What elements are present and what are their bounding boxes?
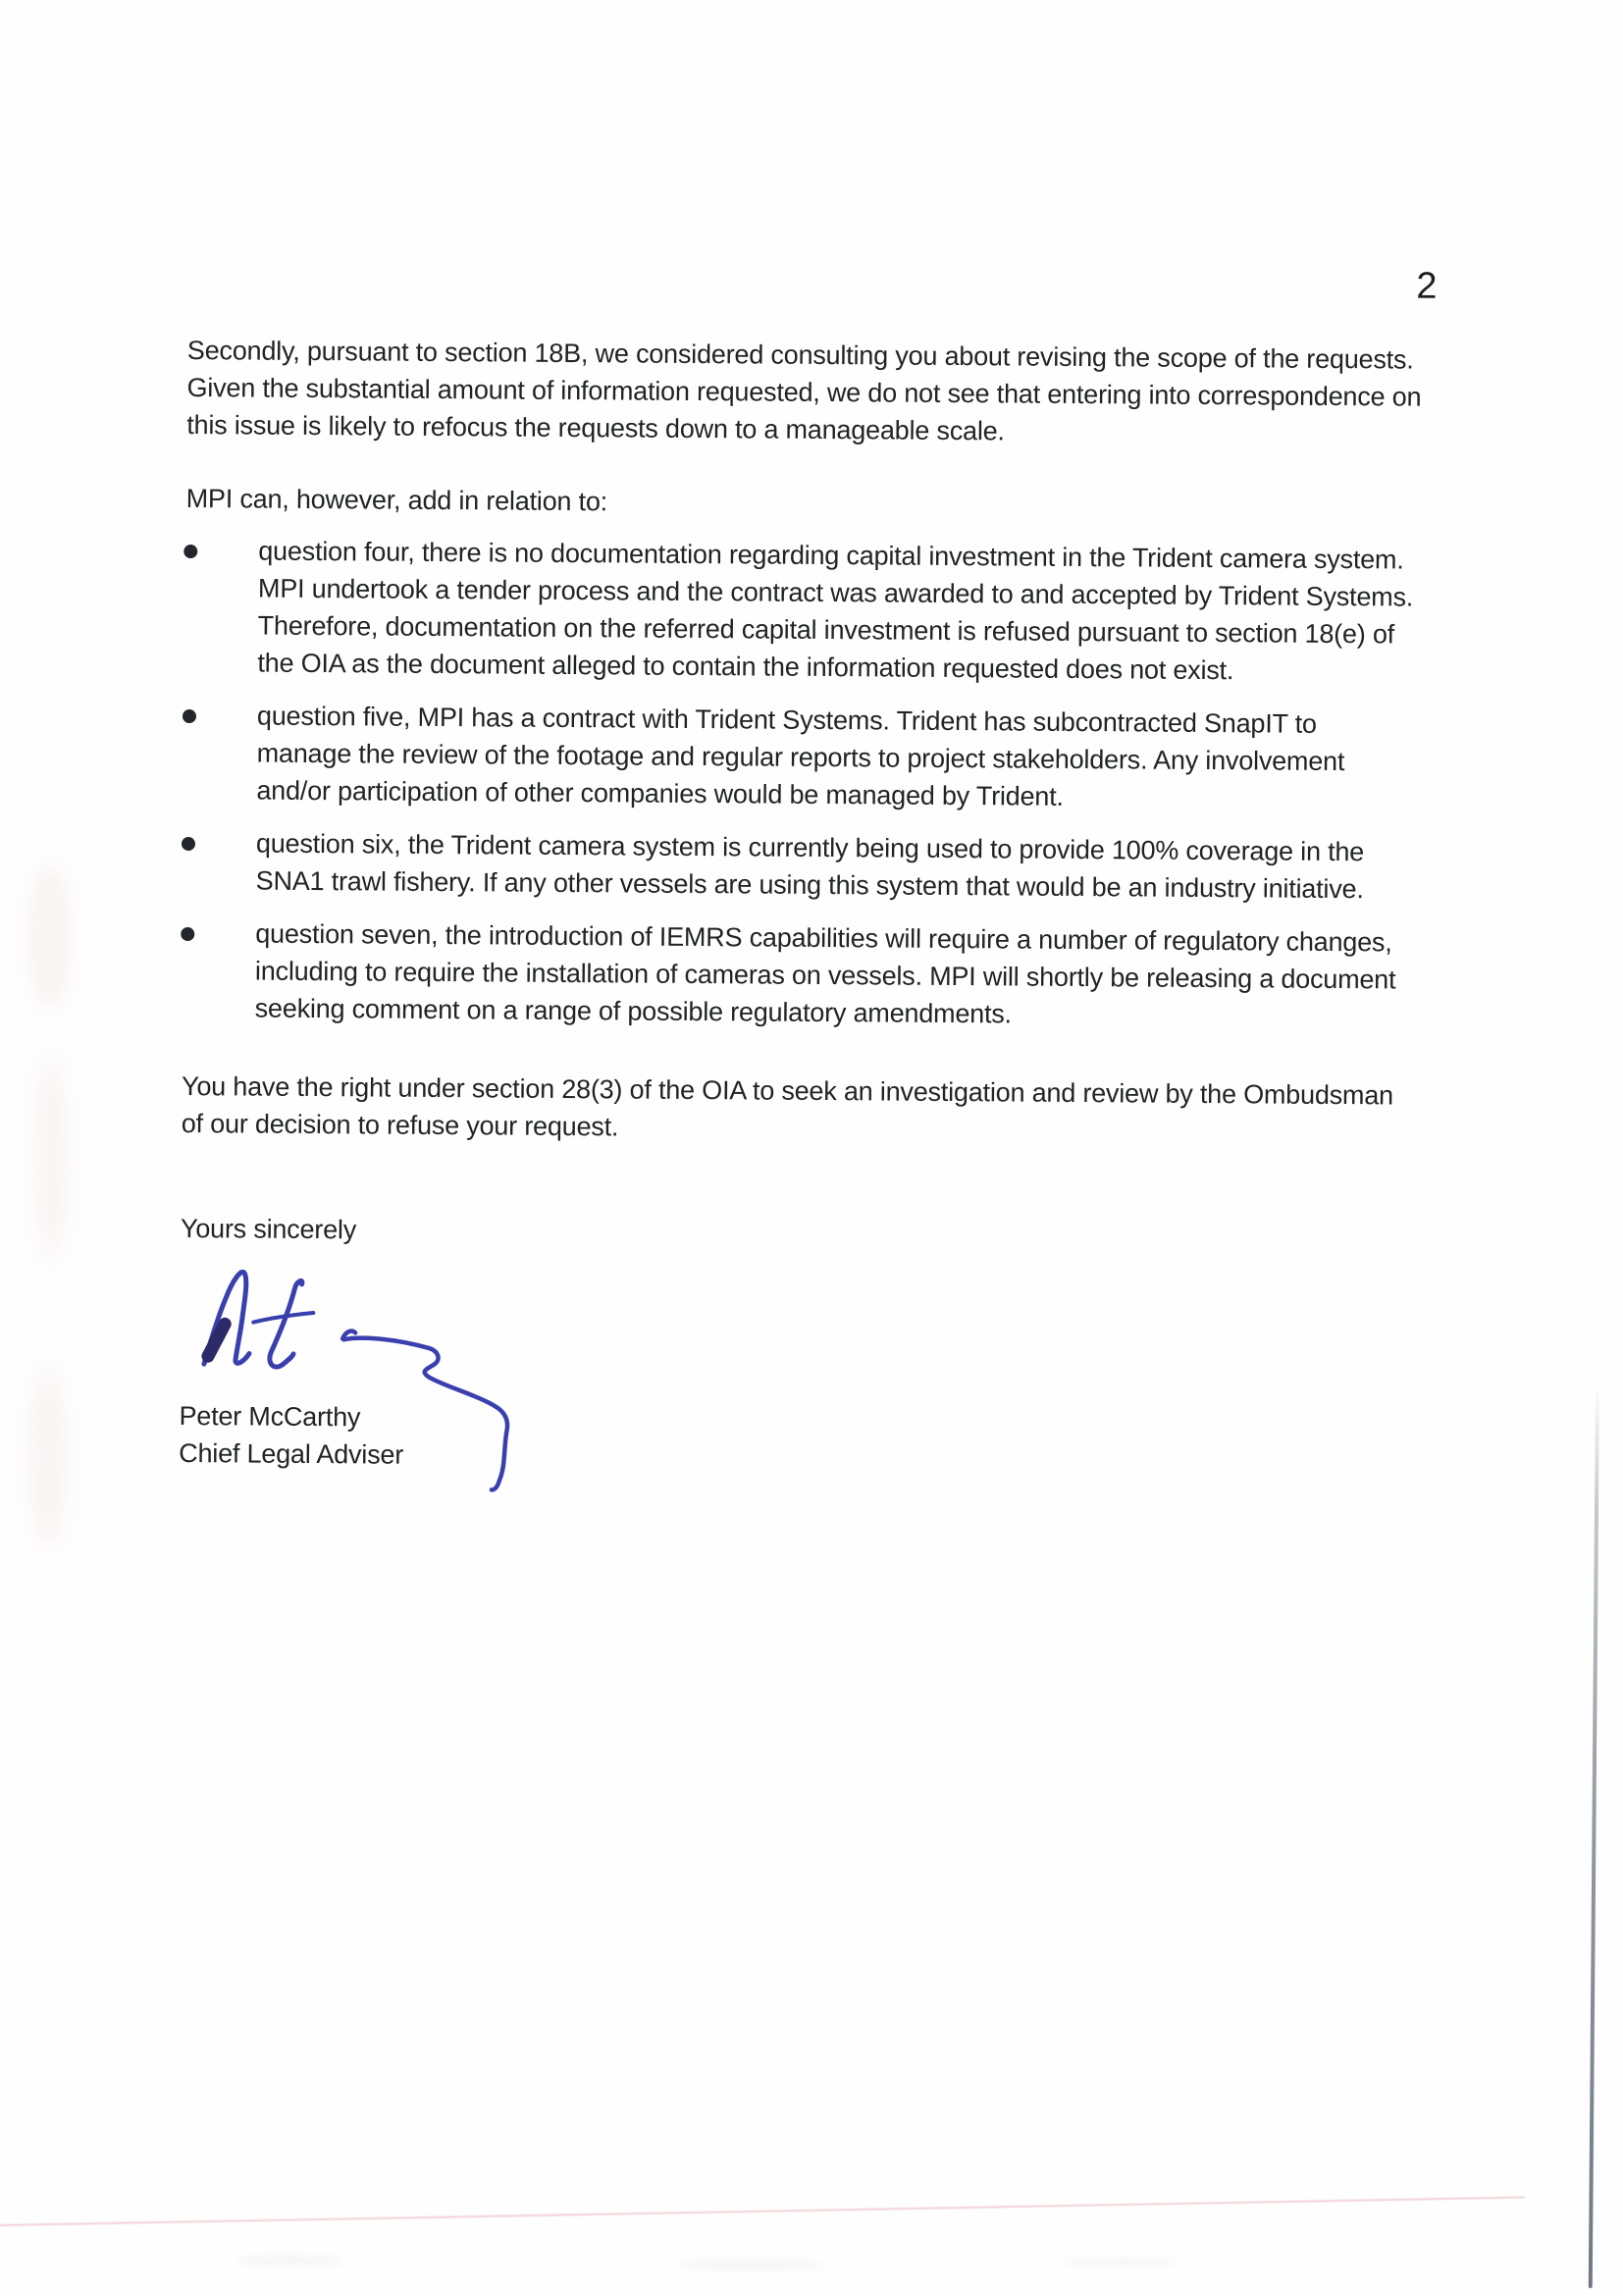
bullet-text: question five, MPI has a contract with Trident Systems. Trident has subcontracted SnapIT to manage the review of the footage and regular reports to project stakeholders. Any involvement and/or participation of other companies would be managed by Trident. [256,701,1345,811]
scan-edge-shadow [1589,1385,1599,2288]
bullet-item-question-six [183,824,1480,909]
bullet-text: question six, the Trident camera system is currently being used to provide 100% coverage in the SNA1 trawl fishery. If any other vessels are using this system that would be an industry initiative. [255,828,1365,905]
scan-smudge [236,2257,343,2265]
signatory-name: Peter McCarthy [179,1400,361,1433]
bullet-text: question four, there is no documentation regarding capital investment in the Trident camera system. MPI undertook a tender process and the contract was awarded to and accepted by Trident Systems. Therefore, documentation on the referred capital investment is refused pursuant to section 18(e) of the OIA as the document alleged to contain the information requested does not exist. [257,536,1414,686]
page-number: 2 [1416,265,1438,307]
paragraph-intro: Secondly, pursuant to section 18B, we considered consulting you about revising the scope of the requests. Given the substantial amount of information requested, we do not see that entering into correspondence on this issue is likely to refocus the requests down to a manageable scale. [186,335,1422,446]
bullet-dot-icon [183,709,196,723]
bullet-dot-icon [181,927,194,941]
bullet-item-question-five [183,697,1480,818]
bullet-dot-icon [183,545,197,558]
bullet-item-question-four [184,532,1481,691]
bullet-item-question-seven [183,914,1479,1036]
scan-smudge [33,1050,69,1266]
signature-block [179,1397,1475,1482]
paragraph-lead-in: MPI can, however, add in relation to: [185,483,608,517]
bullet-dot-icon [182,837,195,851]
signatory-title: Chief Legal Adviser [179,1437,404,1470]
closing-salutation: Yours sincerely [180,1213,357,1245]
scan-smudge [27,1364,69,1550]
letter-content [179,265,1483,1482]
paragraph-ombudsman: You have the right under section 28(3) of the OIA to seek an investigation and review by the Ombudsman of our decision to refuse your request. [181,1070,1394,1142]
scan-smudge [27,863,73,1011]
scan-pink-streak [0,2196,1525,2226]
bullet-text: question seven, the introduction of IEMRS capabilities will require a number of regulatory changes, including to require the installation of cameras on vessels. MPI will shortly be releasing a document seeking comment on a range of possible regulatory amendments. [254,918,1396,1029]
scan-smudge [677,2261,824,2269]
bullet-list [183,532,1482,1036]
scan-smudge [1060,2259,1178,2266]
